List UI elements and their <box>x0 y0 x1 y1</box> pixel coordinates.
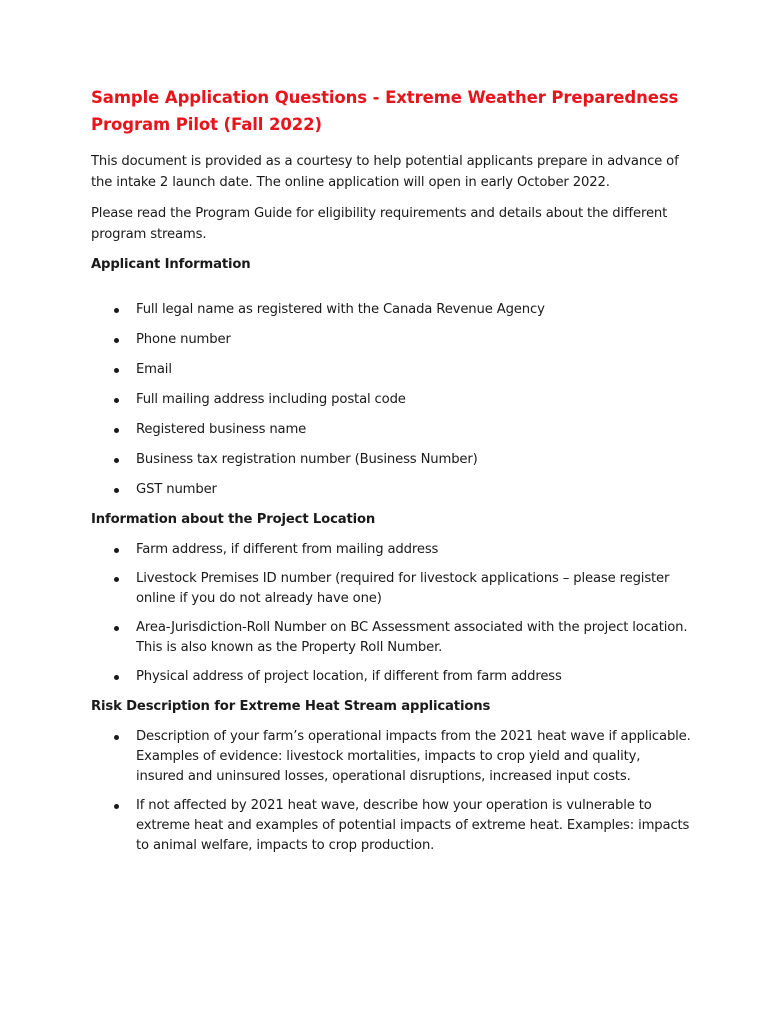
list-item: Business tax registration number (Business Number) <box>91 450 691 470</box>
list-item: Area-Jurisdiction-Roll Number on BC Assessment associated with the project location. This is also known as the Property Roll Number. <box>91 618 691 658</box>
section-heading-extreme-heat-risk: Risk Description for Extreme Heat Stream applications <box>91 699 491 714</box>
bullet-icon <box>114 308 119 313</box>
list-item: Email <box>91 360 691 380</box>
bullet-icon <box>114 804 119 809</box>
bullet-icon <box>114 626 119 631</box>
list-item: Farm address, if different from mailing address <box>91 540 691 560</box>
bullet-icon <box>114 428 119 433</box>
bullet-icon <box>114 368 119 373</box>
document-page <box>91 84 691 865</box>
bullet-icon <box>114 458 119 463</box>
list-item: If not affected by 2021 heat wave, describe how your operation is vulnerable to extreme heat and examples of potential impacts of extreme heat. Examples: impacts to animal welfare, impacts to crop production. <box>91 796 691 856</box>
list-item: Livestock Premises ID number (required for livestock applications – please register online if you do not already have one) <box>91 569 691 609</box>
bullet-icon <box>114 548 119 553</box>
bullet-icon <box>114 735 119 740</box>
bullet-icon <box>114 398 119 403</box>
document-title: Sample Application Questions - Extreme Weather Preparedness Program Pilot (Fall 2022) <box>91 88 679 134</box>
bullet-icon <box>114 338 119 343</box>
bullet-icon <box>114 488 119 493</box>
project-location-list <box>91 540 691 687</box>
section-heading-applicant-information: Applicant Information <box>91 257 251 272</box>
list-item: Full legal name as registered with the Canada Revenue Agency <box>91 300 691 320</box>
list-item: Phone number <box>91 330 691 350</box>
list-item: Physical address of project location, if different from farm address <box>91 667 691 687</box>
bullet-icon <box>114 577 119 582</box>
list-item: GST number <box>91 480 691 500</box>
section-heading-project-location: Information about the Project Location <box>91 512 376 527</box>
applicant-information-list <box>91 300 691 500</box>
extreme-heat-risk-list <box>91 727 691 856</box>
intro-paragraph-program-guide: Please read the Program Guide for eligibility requirements and details about the different program streams. <box>91 206 668 242</box>
intro-paragraph-courtesy: This document is provided as a courtesy to help potential applicants prepare in advance of the intake 2 launch date. The online application will open in early October 2022. <box>91 154 679 190</box>
list-item: Registered business name <box>91 420 691 440</box>
list-item: Description of your farm’s operational impacts from the 2021 heat wave if applicable. Examples of evidence: livestock mortalities, impacts to crop yield and quality, insured and uninsured losses, operational disruptions, increased input costs. <box>91 727 691 787</box>
bullet-icon <box>114 675 119 680</box>
list-item: Full mailing address including postal code <box>91 390 691 410</box>
